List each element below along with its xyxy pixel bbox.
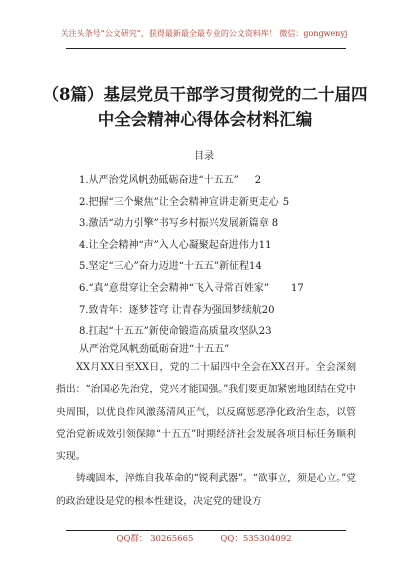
toc-item-text: 5.坚定“三心”奋力迈进“十五五”新征程 (79, 261, 249, 273)
toc-item-text: 4.让全会精神“声”入人心凝聚起奋进伟力 (79, 239, 259, 251)
footer-divider (66, 530, 346, 531)
toc-item[interactable] (79, 300, 369, 322)
toc-item[interactable] (79, 235, 369, 257)
toc-item[interactable] (79, 278, 369, 300)
toc-item-text: 1.从严治党风帆劲砥砺奋进“十五五” (79, 175, 239, 186)
toc-item-text: 7.致青年：逐梦苍穹 让青春为强国梦续航 (79, 304, 262, 316)
toc-item-page: 5 (282, 196, 290, 208)
body-paragraph: XX月XX日至XX日，党的二十届四中全会在XX召开。全会深刻指出：“治国必先治党，党兴才能国强。”我们要更加紧密地团结在党中央周围，以优良作风激荡清风正气，以反腐惩恶净化政治生态，以管党治党新成效引领保障“十五五”时期经济社会发展各项目标任务顺利实现。 (56, 362, 356, 463)
toc-item[interactable] (79, 321, 369, 343)
toc-item-text: 8.扛起“十五五”新使命锻造高质量攻坚队 (79, 326, 259, 338)
toc-item-page: 11 (258, 239, 272, 251)
toc-item[interactable] (79, 192, 369, 214)
section-heading: 从严治党风帆劲砥砺奋进“十五五” (79, 344, 230, 355)
footer-contact-note: QQ群： 30265665 QQ：535304092 (116, 534, 292, 544)
toc-item-page: 14 (249, 261, 262, 273)
toc-item-page: 23 (258, 326, 272, 338)
toc-item-text: 2.把握“三个聚焦”让全会精神宣讲走新更走心 (79, 196, 279, 208)
toc-item[interactable] (79, 213, 369, 235)
section-body (56, 357, 356, 513)
table-of-contents (79, 170, 369, 343)
toc-heading: 目录 (194, 151, 214, 162)
toc-item-text: 6.“真”意贯穿让全会精神“飞入寻常百姓家” (79, 282, 269, 294)
document-title: （8篇）基层党员干部学习贯彻党的二十届四中全会精神心得体会材料汇编 (42, 85, 368, 129)
toc-item-page: 17 (291, 282, 304, 294)
header-divider (66, 48, 346, 49)
toc-item[interactable] (79, 256, 369, 278)
toc-item-page: 8 (271, 218, 279, 230)
header-promo-note: 关注头条号“公文研究”，获得最新最全最专业的公文资料库！ 微信：gongwenyj (60, 29, 348, 38)
toc-item-page: 2 (254, 175, 262, 186)
toc-item-text: 3.激活“动力引擎”书写乡村振兴发展新篇章 (79, 218, 269, 230)
toc-item[interactable] (79, 170, 369, 192)
body-paragraph: 铸魂固本，淬炼自我革命的“锐利武器”。“欲事立，须是心立。”党的政治建设是党的根本性建设，决定党的建设方 (56, 473, 356, 507)
toc-item-page: 20 (261, 304, 275, 316)
